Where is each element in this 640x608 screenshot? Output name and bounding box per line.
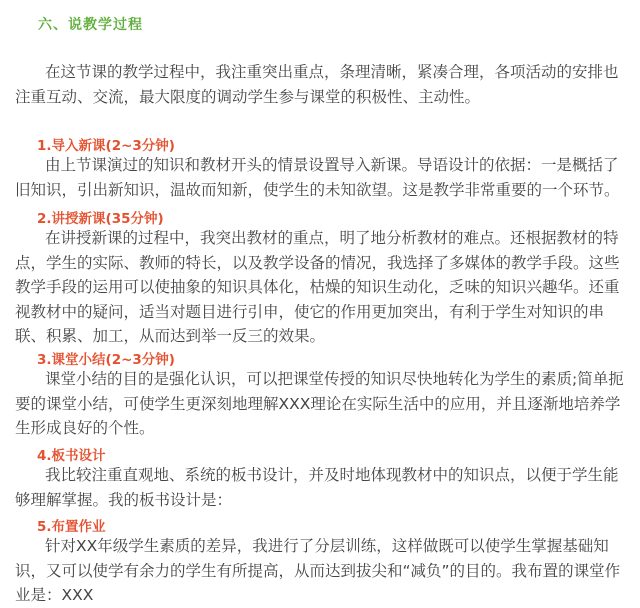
section-body-intro: 由上节课演过的知识和教材开头的情景设置导入新课。导语设计的依据：一是概括了旧知识，引出新知识，温故而知新，使学生的未知欲望。这是教学非常重要的一个环节。 (15, 156, 620, 199)
section-title-homework: 5.布置作业 (37, 519, 106, 535)
section-body-board: 我比较注重直观地、系统的板书设计，并及时地体现教材中的知识点，以便于学生能够理解掌握。我的板书设计是： (15, 466, 619, 509)
section-body-summary: 课堂小结的目的是强化认识，可以把课堂传授的知识尽快地转化为学生的素质;简单扼要的课堂小结，可使学生更深刻地理解XXX理论在实际生活中的应用，并且逐渐地培养学生形成良好的个性。 (15, 370, 624, 437)
section-heading: 六、说教学过程 (38, 17, 143, 33)
section-body-teaching: 在讲授新课的过程中，我突出教材的重点，明了地分析教材的难点。还根据教材的特点，学生的实际、教师的特长，以及教学设备的情况，我选择了多媒体的教学手段。这些教学手段的运用可以使抽象的知识具体化，枯燥的知识生动化，乏味的知识兴趣华。还重视教材中的疑问，适当对题目进行引申，使它的作用更加突出，有利于学生对知识的串联、积累、加工，从而达到举一反三的效果。 (15, 229, 620, 345)
intro-paragraph: 在这节课的教学过程中，我注重突出重点，条理清晰，紧凑合理，各项活动的安排也注重互动、交流，最大限度的调动学生参与课堂的积极性、主动性。 (15, 63, 619, 106)
section-title-summary: 3.课堂小结(2~3分钟) (37, 352, 175, 368)
section-body-homework: 针对XX年级学生素质的差异，我进行了分层训练，这样做既可以使学生掌握基础知识，又可以使学有余力的学生有所提高，从而达到拔尖和“减负”的目的。我布置的课堂作业是：XXX (15, 537, 621, 604)
section-title-board: 4.板书设计 (37, 448, 106, 464)
section-title-teaching: 2.讲授新课(35分钟) (37, 211, 164, 227)
section-title-intro: 1.导入新课(2~3分钟) (37, 138, 175, 154)
